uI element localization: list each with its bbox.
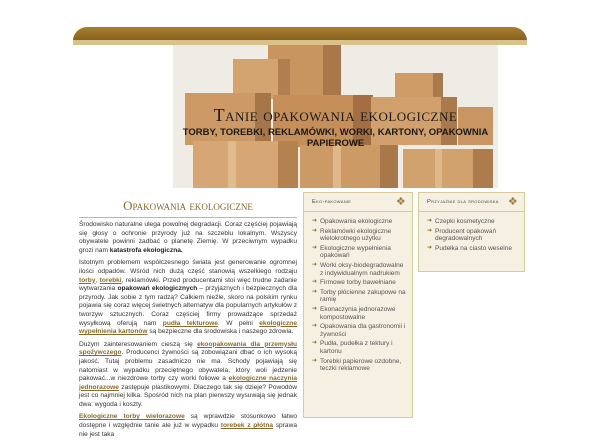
list-item[interactable]: ➜ Worki oksy-biodegradowalne z indywidualnym nadrukiem	[312, 261, 404, 277]
site-title: Tanie opakowania ekologiczne	[213, 105, 458, 125]
link-torby-wielorazowe[interactable]: Ekologiczne torby wielorazowe	[79, 413, 185, 421]
p1-bold: katastrofa ekologiczna.	[109, 246, 183, 254]
link-torebki[interactable]: torebki	[99, 276, 122, 284]
eco-packaging-box	[303, 192, 413, 418]
link-pudla-tekturowe[interactable]: pudła tekturowe	[162, 319, 218, 327]
list-item[interactable]: ➜ Torebki papierowe ozdobne, teczki reklamowe	[312, 357, 402, 373]
p2-text-3: – przyjaznych i bezpiecznych dla przyrody. Jak sobie z tym radzą? Całkiem nieźle, skoro na polskim rynku pojawia się coraz więcej świetnych alternatyw dla popularnych artykułów z tworzyw sztucznych. Coraz częściej firmy prowadzące sprzedaż wysyłkową oferują nam	[79, 285, 297, 327]
eco-friendly-box-title: Przyjaźnie dla środowiska	[427, 199, 499, 205]
p3-text-3: zastępuje plastikowymi. Dlaczego tak się dzieje? Powodów jest co najmniej kilka. Spośród nich na plan pierwszy wysuwają się jednak dwa: wygoda i koszty.	[79, 383, 297, 408]
ornament-icon: ❖	[395, 196, 406, 208]
p2-text-5: są bezpieczne dla środowiska i naszego zdrowia.	[147, 328, 294, 336]
arrow-icon: ➜	[312, 288, 318, 295]
list-item[interactable]: ➜ Pudełka na ciasto weselne	[427, 244, 512, 252]
list-item[interactable]: ➜ Reklamówki ekologiczne wielokrotnego użytku	[312, 227, 392, 243]
arrow-icon: ➜	[312, 323, 318, 330]
p4-text-1: są wprawdzie stosunkowo łatwo dostępne i względnie tanie ale już w wypadku	[79, 413, 298, 430]
p3-text-2: . Producenci żywności są zobowiązani dbać o ich wysoką jakość. Tutaj problemu zasadniczo nie ma. Schody pojawiają się natomiast w wypadku przeciętnego obywatela, który woli jedzenie pakować...w niezdrowe torby czy worki foliowe a	[79, 349, 297, 383]
p2-text-4: . W pełni	[217, 319, 260, 327]
eco-packaging-box-title: Eko-pakowanie	[312, 199, 352, 205]
paragraph-2	[79, 259, 297, 336]
link-naczynia-jednorazowe[interactable]: ekologiczne naczynia jednorazowe	[79, 375, 297, 391]
list-item[interactable]: ➜ Pudła, pudełka z tektury i kartonu	[312, 340, 393, 355]
list-item[interactable]: ➜ Ekonaczynia jednorazowe kompostowalne	[312, 305, 396, 321]
p3-text-1: Dużym zainteresowaniem cieszą się	[79, 340, 198, 348]
top-decor-bar	[73, 27, 527, 45]
arrow-icon: ➜	[312, 340, 318, 347]
p1-text: Środowisko naturalne ulega powolnej degradacji. Coraz częściej pojawiają się głosy o ochronie przyrody już na szczeblu lokalnym. Wszyscy obywatele powinni zadbać o planetę Ziemię. W przeciwnym wypadku grozi nam	[79, 221, 297, 254]
main-heading: Opakowania ekologiczne	[79, 198, 297, 218]
list-item[interactable]: ➜ Opakowania dla gastronomii i żywności	[312, 323, 406, 338]
eco-packaging-box-header	[304, 193, 412, 212]
list-item[interactable]: ➜ Ekologiczne wypełnienia opakowań	[312, 244, 391, 260]
list-item[interactable]: ➜ Torby płócienne zakupowe na ramię	[312, 288, 406, 304]
main-content	[79, 198, 297, 443]
site-subtitle: TORBY, TOREBKI, REKLAMÓWKI, WORKI, KARTONY, OPAKOWNIA PAPIEROWE	[182, 127, 489, 149]
link-wypelnienia-kartonow[interactable]: ekologiczne wypełnienia kartonów	[79, 319, 298, 336]
p2-bold: opakowań ekologicznych	[117, 285, 198, 293]
eco-friendly-box-header	[419, 193, 524, 212]
paragraph-1	[79, 221, 297, 255]
eco-friendly-list	[419, 218, 524, 252]
paragraph-3	[79, 341, 297, 410]
list-item[interactable]: ➜ Opakowania ekologiczne	[312, 218, 393, 225]
arrow-icon: ➜	[312, 305, 318, 312]
link-torebki-z-plotna[interactable]: torebek z płótna	[220, 422, 274, 430]
p4-text-2: sprawa nie jest taka	[79, 422, 297, 438]
paragraph-4	[79, 413, 297, 439]
arrow-icon: ➜	[312, 218, 318, 224]
arrow-icon: ➜	[312, 261, 318, 268]
arrow-icon: ➜	[427, 218, 433, 224]
link-ekoopakowania[interactable]: ekoopakowania dla przemysłu spożywczego	[79, 340, 297, 357]
arrow-icon: ➜	[427, 244, 433, 251]
page-container	[73, 45, 527, 438]
arrow-icon: ➜	[312, 357, 318, 364]
arrow-icon: ➜	[312, 244, 318, 251]
list-item[interactable]: ➜ Czepki kosmetyczne	[427, 218, 495, 225]
list-item[interactable]: ➜ Firmowe torby bawełniane	[312, 279, 396, 287]
list-item[interactable]: ➜ Producent opakowań degradowalnych	[427, 227, 497, 243]
eco-friendly-box	[418, 192, 525, 272]
arrow-icon: ➜	[427, 227, 433, 234]
p2-comma: ,	[95, 276, 100, 284]
p2-text-1: Istotnym problemem współczesnego świata jest generowanie ogromnej ilości odpadów. Wśród nich dużą część stanowią wszelkiego rodzaju	[79, 259, 297, 275]
p2-text-2: , reklamówki. Przed producentami stoi więc trudne zadanie wytwarzania	[79, 276, 297, 293]
arrow-icon: ➜	[312, 279, 318, 286]
arrow-icon: ➜	[312, 227, 318, 234]
eco-packaging-list	[304, 218, 412, 373]
header-banner	[173, 45, 498, 188]
link-torby[interactable]: torby	[79, 276, 96, 284]
ornament-icon: ❖	[507, 196, 518, 208]
